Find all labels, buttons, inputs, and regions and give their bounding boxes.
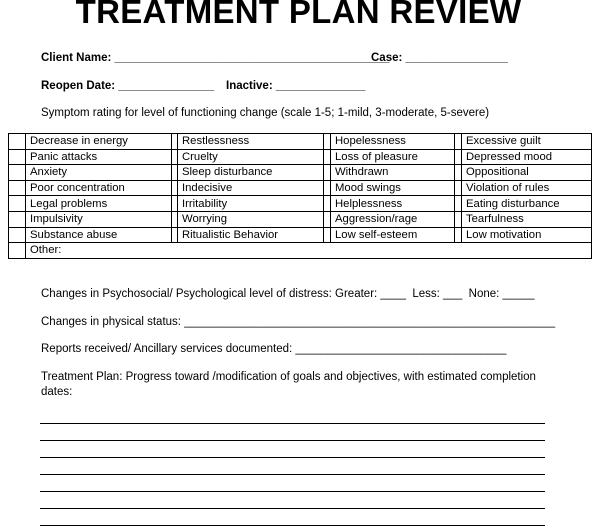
symptom-label: Hopelessness [331,134,455,150]
symptom-label: Helplessness [331,196,455,212]
rating-cell[interactable] [9,165,26,181]
client-name-field[interactable]: Client Name: ___________________________________________ [41,52,390,64]
other-field[interactable]: Other: [26,243,592,259]
other-row [9,243,592,259]
symptom-label: Restlessness [178,134,324,150]
rating-cell[interactable] [324,134,331,150]
writing-line[interactable] [40,525,545,526]
symptom-label: Indecisive [178,180,324,196]
symptom-label: Poor concentration [26,180,172,196]
symptom-label: Aggression/rage [331,211,455,227]
writing-line[interactable] [40,474,545,475]
rating-cell[interactable] [9,211,26,227]
treatment-plan-label: Treatment Plan: Progress toward /modification of goals and objectives, with estimated completion [41,371,536,383]
rating-cell[interactable] [9,134,26,150]
rating-cell[interactable] [324,196,331,212]
symptom-row [9,180,592,196]
rating-cell[interactable] [324,165,331,181]
writing-line[interactable] [40,423,545,424]
distress-changes-field[interactable]: Changes in Psychosocial/ Psychological level of distress: Greater: ____ Less: ___ None: _____ [41,288,535,300]
symptom-label: Low motivation [462,227,592,243]
symptom-label: Sleep disturbance [178,165,324,181]
inactive-field[interactable]: Inactive: ______________ [226,80,366,92]
symptom-label: Legal problems [26,196,172,212]
rating-cell[interactable] [9,243,26,259]
writing-line[interactable] [40,508,545,509]
symptom-label: Withdrawn [331,165,455,181]
symptom-label: Worrying [178,211,324,227]
rating-cell[interactable] [455,180,462,196]
rating-cell[interactable] [9,196,26,212]
symptom-label: Eating disturbance [462,196,592,212]
symptom-table [8,133,592,259]
symptom-label: Mood swings [331,180,455,196]
symptom-label: Violation of rules [462,180,592,196]
symptom-row [9,211,592,227]
symptom-row [9,165,592,181]
rating-cell[interactable] [324,180,331,196]
symptom-instruction: Symptom rating for level of functioning change (scale 1-5; 1-mild, 3-moderate, 5-severe) [41,107,490,119]
rating-cell[interactable] [455,149,462,165]
symptom-label: Cruelty [178,149,324,165]
rating-cell[interactable] [324,149,331,165]
form-title: TREATMENT PLAN REVIEW [75,0,522,30]
rating-cell[interactable] [324,211,331,227]
symptom-row [9,227,592,243]
symptom-label: Oppositional [462,165,592,181]
symptom-label: Ritualistic Behavior [178,227,324,243]
symptom-row [9,149,592,165]
rating-cell[interactable] [324,227,331,243]
rating-cell[interactable] [455,196,462,212]
symptom-label: Irritability [178,196,324,212]
symptom-label: Substance abuse [26,227,172,243]
symptom-label: Tearfulness [462,211,592,227]
symptom-label: Depressed mood [462,149,592,165]
symptom-label: Decrease in energy [26,134,172,150]
rating-cell[interactable] [9,227,26,243]
rating-cell[interactable] [455,134,462,150]
reopen-date-field[interactable]: Reopen Date: _______________ [41,80,215,92]
writing-line[interactable] [40,457,545,458]
rating-cell[interactable] [455,227,462,243]
rating-cell[interactable] [9,180,26,196]
reports-field[interactable]: Reports received/ Ancillary services documented: _________________________________ [41,343,507,355]
treatment-plan-label-cont: dates: [41,386,73,398]
physical-status-field[interactable]: Changes in physical status: __________________________________________________________ [41,316,556,328]
symptom-row [9,134,592,150]
symptom-row [9,196,592,212]
symptom-label: Excessive guilt [462,134,592,150]
rating-cell[interactable] [455,211,462,227]
rating-cell[interactable] [455,165,462,181]
symptom-label: Loss of pleasure [331,149,455,165]
writing-line[interactable] [40,491,545,492]
symptom-label: Low self-esteem [331,227,455,243]
symptom-label: Anxiety [26,165,172,181]
symptom-label: Panic attacks [26,149,172,165]
symptom-label: Impulsivity [26,211,172,227]
writing-line[interactable] [40,440,545,441]
rating-cell[interactable] [9,149,26,165]
case-field[interactable]: Case: ________________ [371,52,508,64]
